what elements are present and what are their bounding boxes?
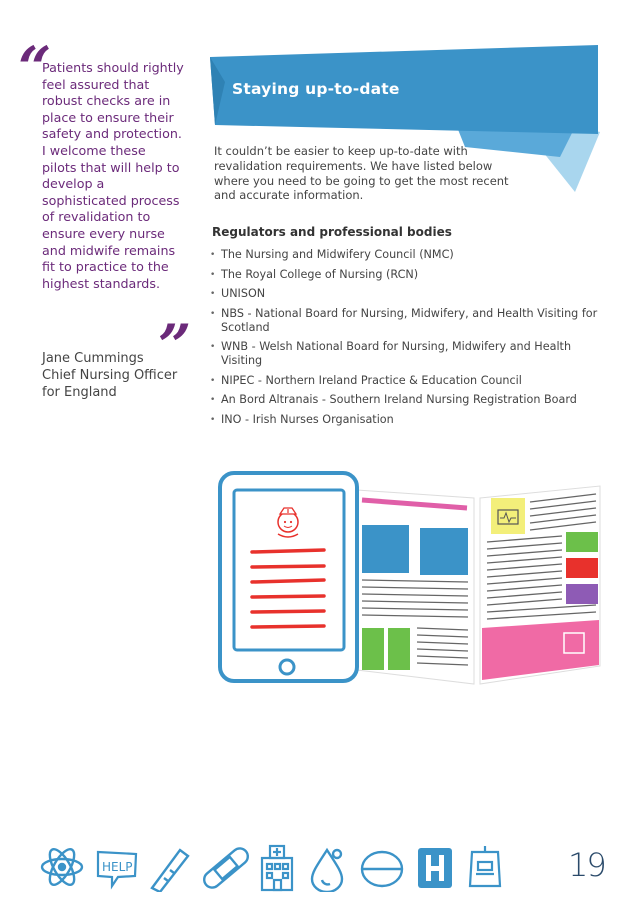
quote-author [42, 350, 192, 401]
list-item: • UNISON [210, 287, 600, 301]
list-heading: Regulators and professional bodies [212, 225, 452, 239]
quote-text: Patients should rightly feel assured that robust checks are in place to ensure their safety and protection. I welcome these pilots that will help to develop a sophisticated process of revalidation to ensure every nurse and midwife remains fit to practice to the highest standards. [42, 60, 184, 291]
open-quote-mark: “ [18, 34, 52, 102]
list-item: • The Nursing and Midwifery Council (NMC) [210, 248, 600, 262]
tablet-icon [220, 473, 357, 681]
regulators-list [210, 248, 600, 432]
leaflet-panel-left [357, 490, 474, 684]
footer-icon-row [40, 842, 560, 892]
page-number: 19 [568, 846, 605, 884]
leaflet-panel-right [480, 486, 600, 684]
atom-icon [42, 846, 82, 889]
quote-author-name: Jane Cummings [42, 351, 144, 366]
close-quote-mark: ” [158, 312, 192, 380]
list-item: • NBS - National Board for Nursing, Midwifery, and Health Visiting for Scotland [210, 307, 600, 335]
help-icon-label: HELP [102, 860, 133, 874]
tablet-and-leaflet-illustration [212, 470, 607, 690]
hospital-sign-icon [418, 848, 452, 888]
list-item: • The Royal College of Nursing (RCN) [210, 268, 600, 282]
list-item: • WNB - Welsh National Board for Nursing, Midwifery and Health Visiting [210, 340, 600, 368]
droplet-icon [312, 850, 342, 892]
iv-bag-icon [470, 846, 500, 886]
list-item: • An Bord Altranais - Southern Ireland Nursing Registration Board [210, 393, 600, 407]
intro-paragraph: It couldn’t be easier to keep up-to-date with revalidation requirements. We have listed below where you need to be going to get the most recent and accurate information. [214, 144, 509, 203]
bandage-icon [201, 845, 251, 891]
hospital-building-icon [262, 846, 292, 890]
pill-icon [362, 852, 402, 886]
thermometer-icon [152, 850, 188, 892]
list-item: • NIPEC - Northern Ireland Practice & Education Council [210, 374, 600, 388]
quote-author-role: Chief Nursing Officer for England [42, 368, 178, 400]
section-title: Staying up-to-date [232, 80, 400, 98]
list-item: • INO - Irish Nurses Organisation [210, 413, 600, 427]
help-speech-bubble-icon [98, 852, 136, 886]
